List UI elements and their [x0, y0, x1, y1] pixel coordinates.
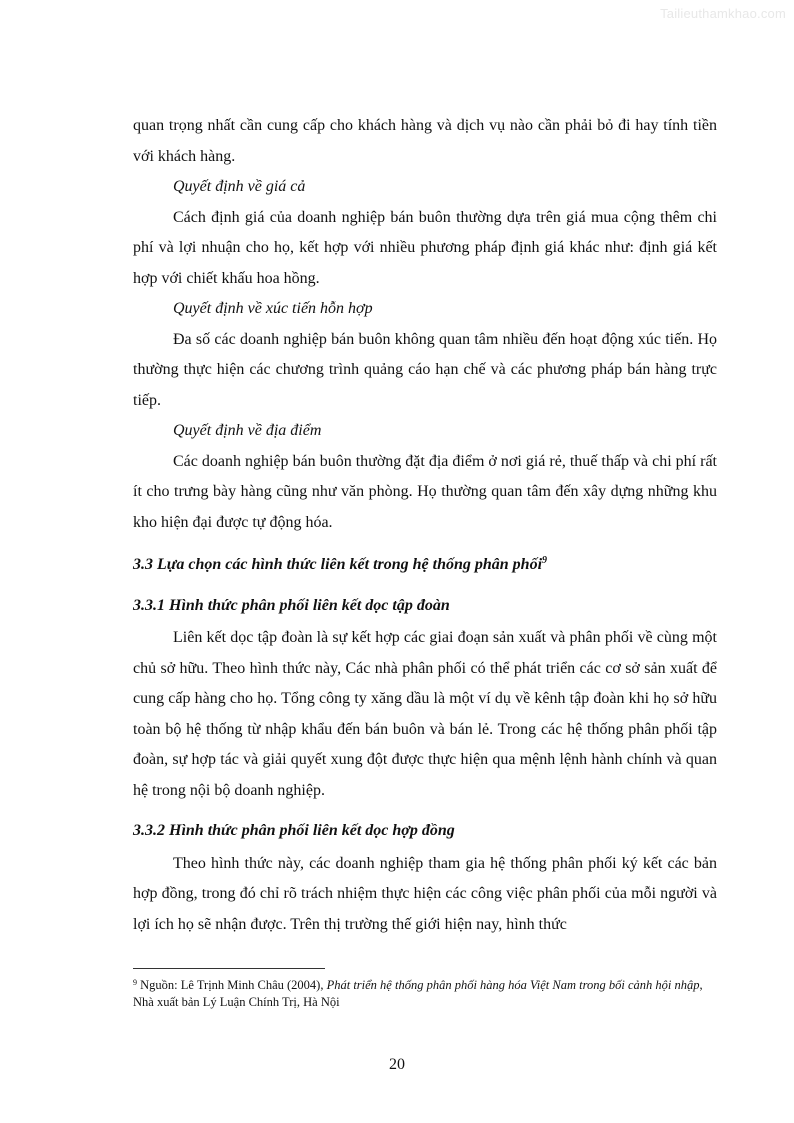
section-heading-3-3-2: 3.3.2 Hình thức phân phối liên kết dọc hợp đồng: [133, 822, 455, 839]
footnote-title: Phát triển hệ thống phân phối hàng hóa Việt Nam trong bối cảnh hội nhập: [326, 978, 700, 992]
section-heading-3-3-1: 3.3.1 Hình thức phân phối liên kết dọc tập đoàn: [133, 596, 450, 614]
paragraph-promotion: Đa số các doanh nghiệp bán buôn không quan tâm nhiều đến hoạt động xúc tiến. Họ thường thực hiện các chương trình quảng cáo hạn chế và các phương pháp bán hàng trực tiếp.: [133, 330, 717, 409]
section-heading-3-3: [133, 550, 717, 581]
watermark: Tailieuthamkhao.com: [660, 6, 786, 21]
paragraph-price: Cách định giá của doanh nghiệp bán buôn thường dựa trên giá mua cộng thêm chi phí và lợi nhuận cho họ, kết hợp với nhiều phương pháp định giá khác như: định giá kết hợp với chiết khấu hoa hồng.: [133, 208, 717, 287]
footnote-divider: [133, 968, 325, 969]
subheading-price-decision: Quyết định về giá cả: [173, 178, 306, 195]
footnote-source: Nguồn: Lê Trịnh Minh Châu (2004),: [137, 978, 327, 992]
section-heading-3-3-text: 3.3 Lựa chọn các hình thức liên kết trong hệ thống phân phối: [133, 556, 543, 573]
footnote: [133, 977, 717, 1011]
paragraph-corporate-vertical: Liên kết dọc tập đoàn là sự kết hợp các giai đoạn sản xuất và phân phối về cùng một chủ sở hữu. Theo hình thức này, Các nhà phân phối có thể phát triển các cơ sở sản xuất để cung cấp hàng cho họ. Tổng công ty xăng dầu là một ví dụ về kênh tập đoàn khi họ sở hữu toàn bộ hệ thống từ nhập khẩu đến bán buôn và bán lẻ. Trong các hệ thống phân phối tập đoàn, sự hợp tác và giải quyết xung đột được thực hiện qua mệnh lệnh hành chính và quan hệ trong nội bộ doanh nghiệp.: [133, 629, 717, 799]
paragraph-place: Các doanh nghiệp bán buôn thường đặt địa điểm ở nơi giá rẻ, thuế thấp và chi phí rất ít cho trưng bày hàng cũng như văn phòng. Họ thường quan tâm đến xây dựng những khu kho hiện đại được tự động hóa.: [133, 452, 717, 531]
page-body: [133, 111, 717, 940]
subheading-place-decision: Quyết định về địa điểm: [173, 422, 322, 439]
subheading-promotion-decision: Quyết định về xúc tiến hỗn hợp: [173, 300, 373, 317]
footnote-reference[interactable]: 9: [542, 555, 548, 566]
paragraph-services-continued: quan trọng nhất cần cung cấp cho khách hàng và dịch vụ nào cần phải bỏ đi hay tính tiền với khách hàng.: [133, 117, 717, 165]
page-number: 20: [389, 1056, 405, 1073]
paragraph-contractual-vertical: Theo hình thức này, các doanh nghiệp tham gia hệ thống phân phối ký kết các bản hợp đồng, trong đó chỉ rõ trách nhiệm thực hiện các công việc phân phối của mỗi người và lợi ích họ sẽ nhận được. Trên thị trường thế giới hiện nay, hình thức: [133, 854, 717, 933]
footnote-publisher: , Nhà xuất bản Lý Luận Chính Trị, Hà Nội: [133, 978, 703, 1009]
footnote-mark: 9: [133, 978, 137, 987]
